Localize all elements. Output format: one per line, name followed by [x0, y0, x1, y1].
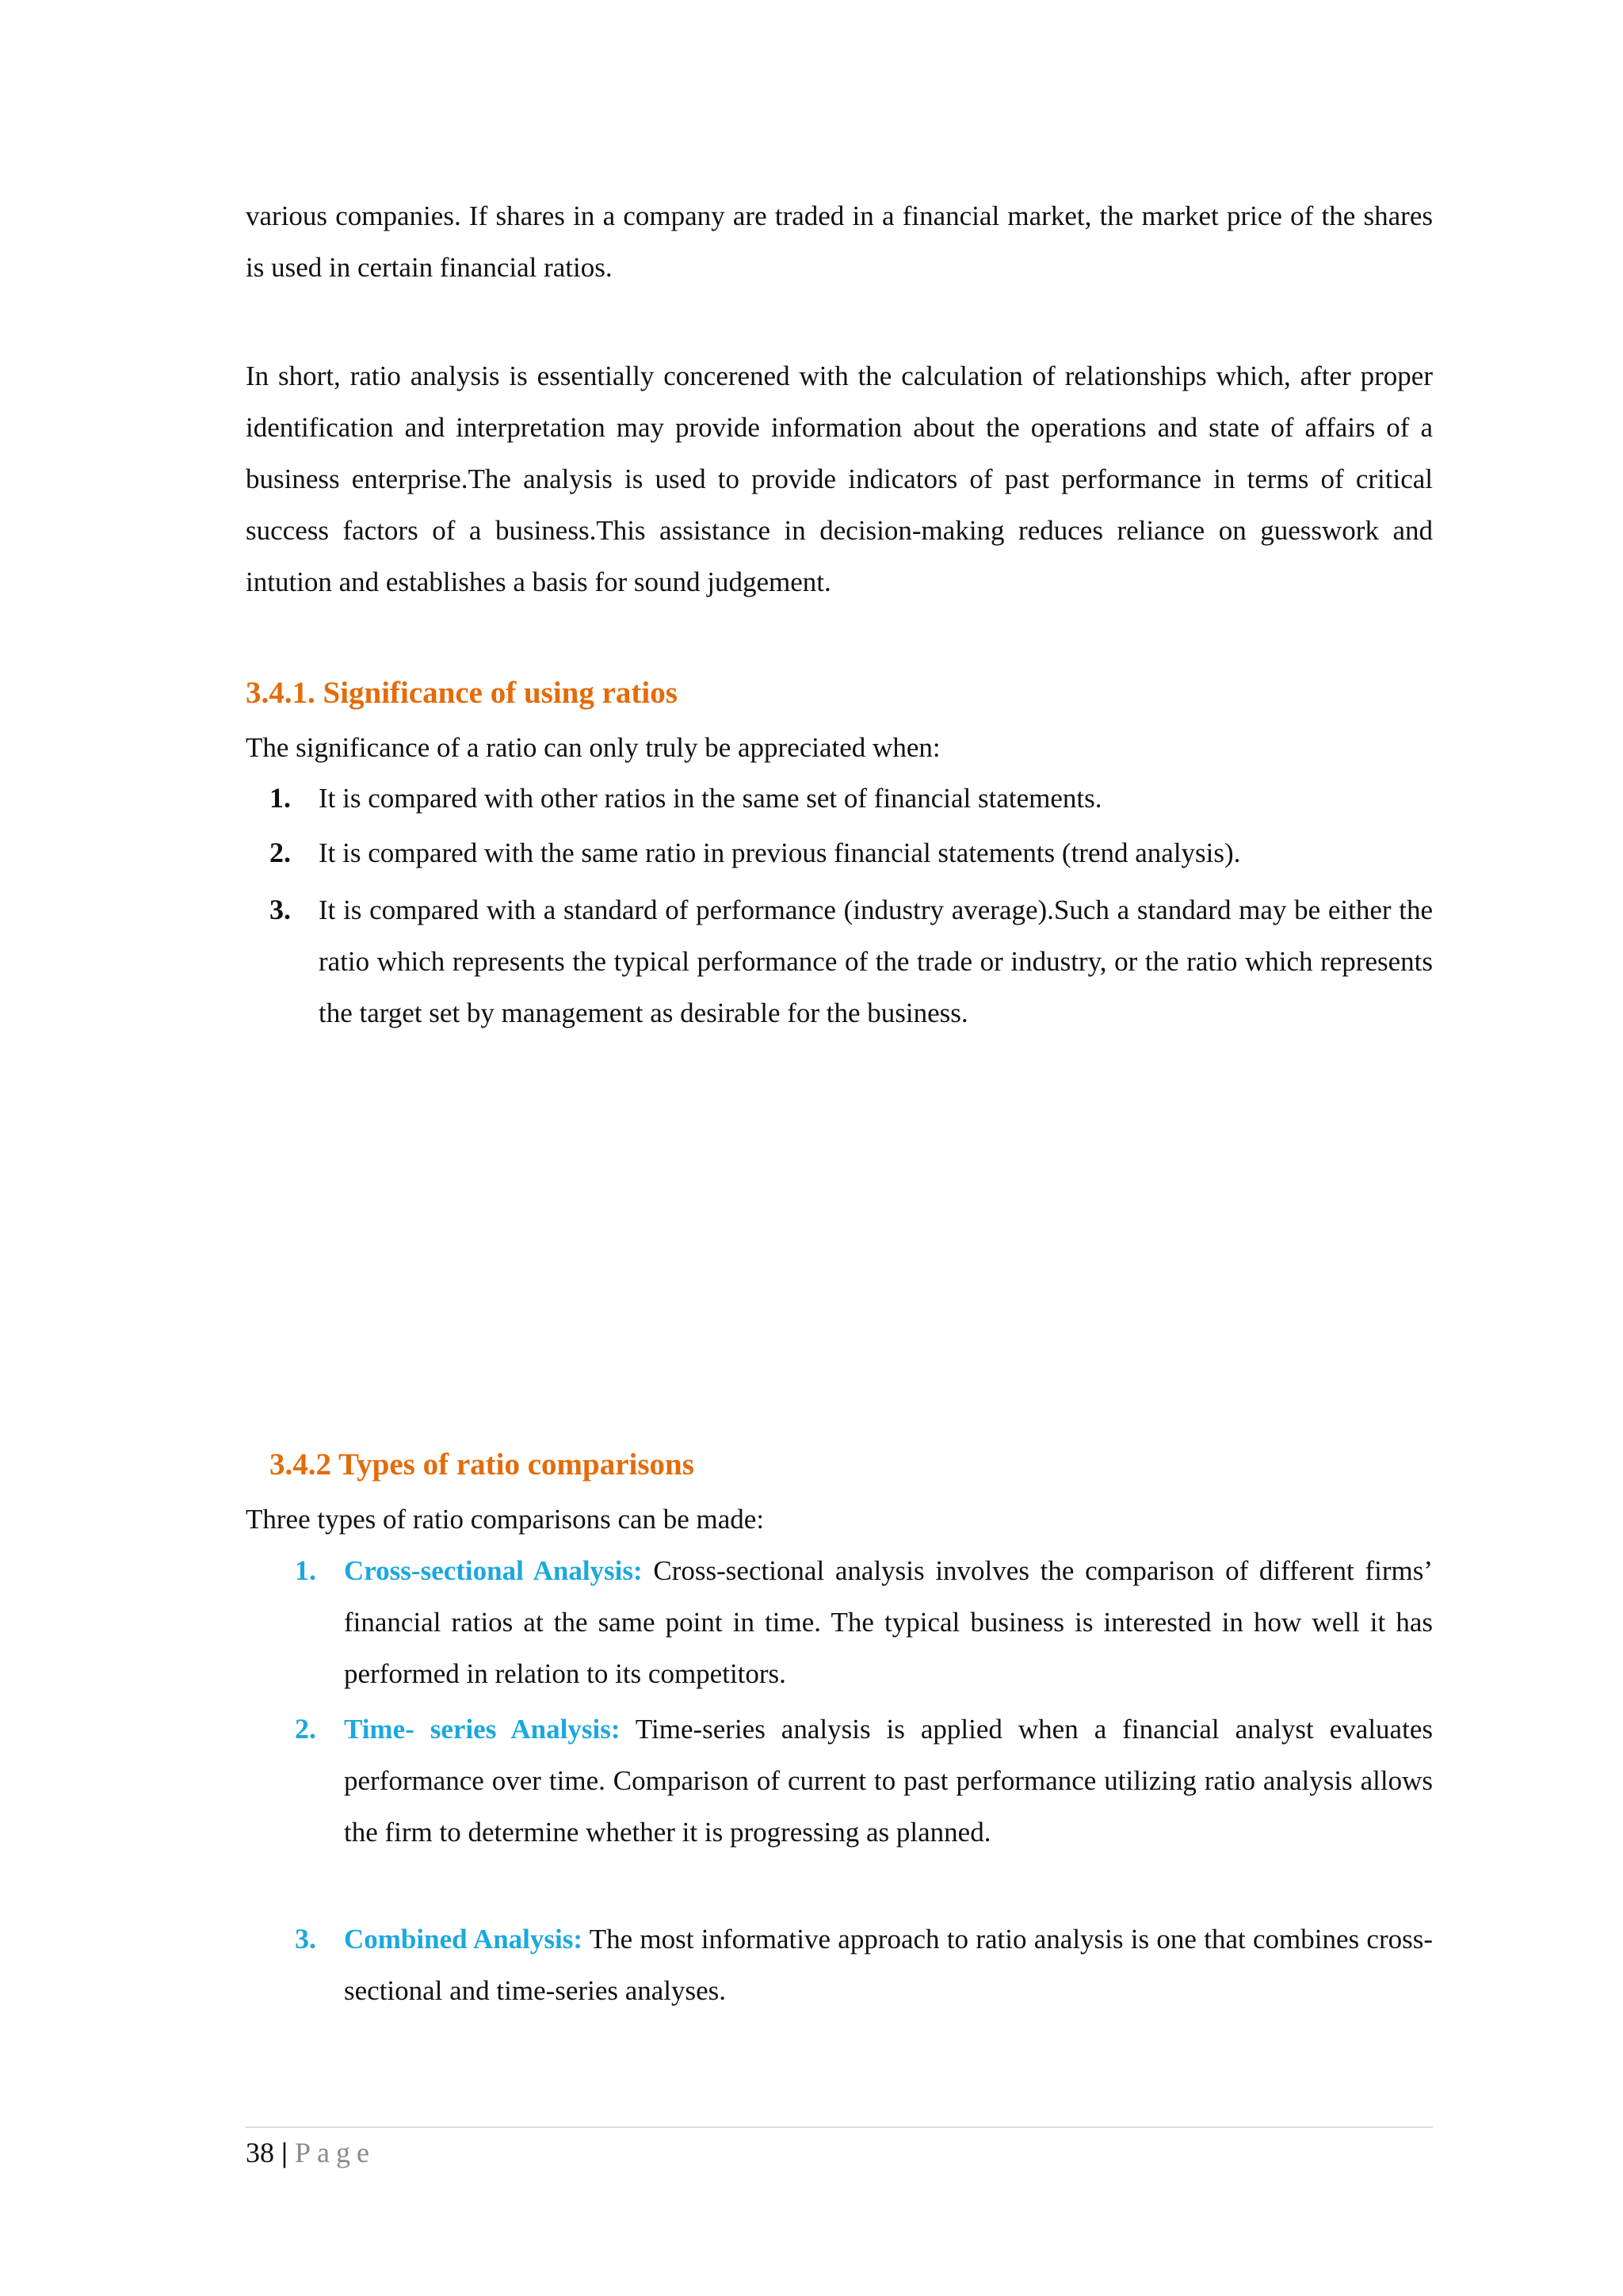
list-item-text: It is compared with a standard of performance (industry average).Such a standard may be either the ratio which represents the typical performance of the trade or industry, or the ratio which represents the target set by management as desirable for the business. — [319, 894, 1433, 1028]
list-item-text — [344, 1913, 1433, 2016]
list-item-text: It is compared with other ratios in the same set of financial statements. — [319, 783, 1102, 814]
section-lead-types: Three types of ratio comparisons can be made: — [246, 1504, 765, 1535]
comparison-item-combined — [295, 1913, 1433, 2016]
page-label: Page — [294, 2137, 376, 2168]
section-heading-significance: 3.4.1. Significance of using ratios — [246, 676, 678, 710]
list-number: 1. — [269, 782, 291, 814]
document-page — [246, 0, 1433, 2296]
footer-separator: | — [281, 2137, 288, 2168]
term-description: Cross-sectional analysis involves the comparison of different firms’ financial ratios at the same point in time. The typical business is interested in how well it has performed in relation to its competitors. — [344, 1555, 1434, 1689]
intro-paragraph-2: In short, ratio analysis is essentially concerened with the calculation of relationships which, after proper identification and interpretation may provide information about the operations and state of affairs of a business enterprise.The analysis is used to provide indicators of past performance in terms of critical success factors of a business.This assistance in decision-making reduces reliance on guesswork and intution and establishes a basis for sound judgement. — [246, 360, 1433, 597]
intro-paragraph-1: various companies. If shares in a company are traded in a financial market, the market price of the shares is used in certain financial ratios. — [246, 200, 1433, 283]
term-label: Cross-sectional Analysis: — [344, 1555, 643, 1586]
term-label: Time- series Analysis: — [344, 1714, 621, 1745]
term-description: Time-series analysis is applied when a financial analyst evaluates performance over time. Comparison of current to past performance utilizing ratio analysis allows the firm to determine whether it is progressing as planned. — [344, 1714, 1433, 1848]
term-description: The most informative approach to ratio analysis is one that combines cross-sectional and time-series analyses. — [344, 1924, 1433, 2006]
comparison-item-time-series — [295, 1703, 1433, 1858]
section-heading-types: 3.4.2 Types of ratio comparisons — [269, 1447, 694, 1482]
list-item-text: It is compared with the same ratio in previous financial statements (trend analysis). — [319, 837, 1241, 868]
section-lead-significance: The significance of a ratio can only truly be appreciated when: — [246, 732, 941, 763]
list-item-text — [344, 1703, 1433, 1858]
list-number: 1. — [295, 1554, 316, 1586]
page-footer — [246, 2133, 376, 2172]
significance-item-2 — [269, 827, 1433, 879]
significance-item-3 — [269, 884, 1433, 1039]
page-number: 38 — [246, 2137, 274, 2168]
significance-item-1 — [269, 772, 1433, 824]
term-label: Combined Analysis: — [344, 1924, 583, 1955]
list-number: 2. — [295, 1713, 316, 1745]
footer-divider — [246, 2126, 1433, 2128]
list-number: 3. — [295, 1923, 316, 1955]
list-number: 2. — [269, 837, 291, 868]
list-number: 3. — [269, 894, 291, 925]
comparison-item-cross-sectional — [295, 1545, 1433, 1699]
list-item-text — [344, 1545, 1433, 1699]
